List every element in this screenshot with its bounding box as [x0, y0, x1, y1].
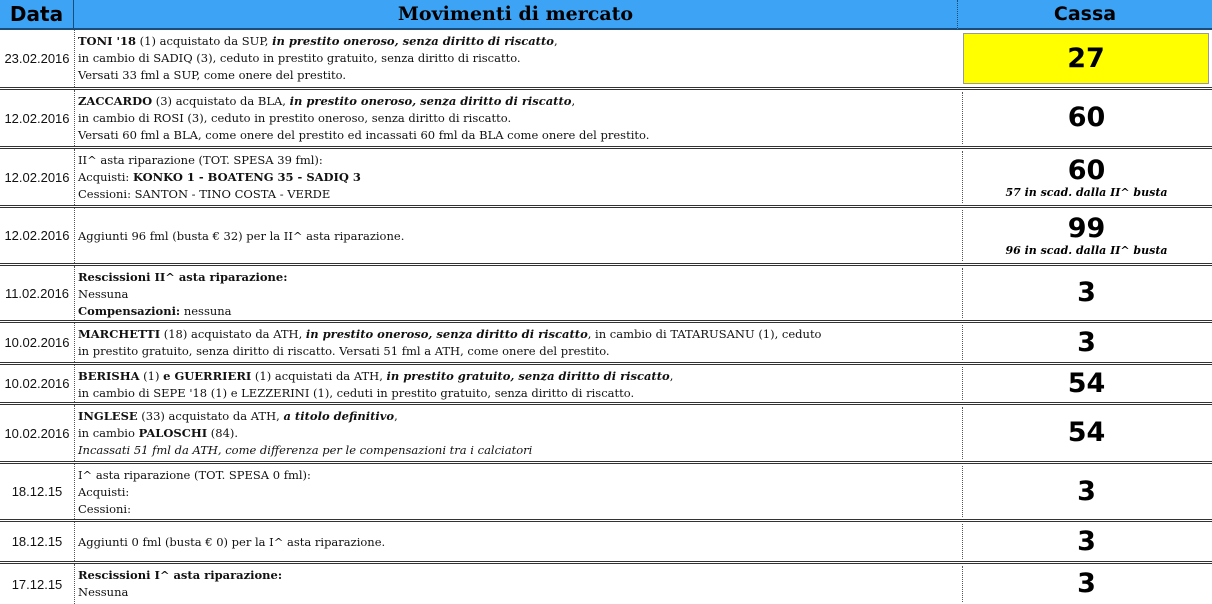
header-date[interactable]: Data	[0, 0, 74, 30]
movement-text: , in cambio di TATARUSANU (1), ceduto	[587, 327, 822, 341]
movement-line: Cessioni:	[78, 502, 131, 516]
movement-heading: Rescissioni I^ asta riparazione:	[78, 568, 283, 582]
date-cell[interactable]: 18.12.15	[0, 522, 75, 561]
movement-text: (84).	[207, 426, 239, 440]
movement-cell[interactable]	[78, 567, 954, 601]
date-cell[interactable]: 12.02.2016	[0, 208, 75, 263]
movement-cell[interactable]	[78, 534, 954, 551]
cash-value: 99	[1067, 213, 1106, 244]
cash-value: 60	[1067, 102, 1106, 133]
date-cell[interactable]: 12.02.2016	[0, 90, 75, 146]
cash-value: 3	[1077, 326, 1096, 358]
cash-cell[interactable]	[962, 210, 1210, 261]
movement-text: ,	[553, 34, 558, 48]
cash-cell[interactable]	[962, 268, 1210, 318]
cash-cell[interactable]	[962, 367, 1210, 400]
movement-line: in cambio di SADIQ (3), ceduto in prestito gratuito, senza diritto di riscatto.	[78, 51, 521, 65]
movement-label: Compensazioni:	[78, 304, 181, 318]
date-cell[interactable]: 10.02.2016	[0, 405, 75, 461]
movement-text: nessuna	[180, 304, 232, 318]
cash-value: 54	[1067, 417, 1106, 448]
acquisitions-list: KONKO 1 - BOATENG 35 - SADIQ 3	[132, 170, 361, 184]
cash-cell[interactable]	[962, 466, 1210, 517]
movement-label: Acquisti:	[78, 170, 133, 184]
cash-cell[interactable]	[963, 33, 1209, 84]
table-row[interactable]	[0, 564, 1212, 604]
date-cell[interactable]: 12.02.2016	[0, 149, 75, 205]
date-cell[interactable]: 10.02.2016	[0, 323, 75, 362]
movement-line: II^ asta riparazione (TOT. SPESA 39 fml):	[78, 153, 323, 167]
player-name: TONI '18	[78, 34, 136, 48]
movement-cell[interactable]	[78, 152, 954, 203]
date-cell[interactable]: 17.12.15	[0, 564, 75, 604]
movement-line: Nessuna	[78, 287, 129, 301]
player-name: ZACCARDO	[78, 94, 153, 108]
movement-line: in prestito gratuito, senza diritto di riscatto. Versati 51 fml a ATH, come onere del prestito.	[78, 344, 610, 358]
header-movements[interactable]: Movimenti di mercato	[74, 0, 958, 30]
cash-cell[interactable]	[962, 407, 1210, 459]
date-cell[interactable]: 18.12.15	[0, 464, 75, 519]
player-name: BERISHA	[78, 369, 140, 383]
movement-heading: Rescissioni II^ asta riparazione:	[78, 270, 288, 284]
movement-line: Incassati 51 fml da ATH, come differenza per le compensazioni tra i calciatori	[78, 443, 533, 457]
player-name: e GUERRIERI	[163, 369, 252, 383]
cash-cell[interactable]	[962, 151, 1210, 203]
movement-line: Versati 60 fml a BLA, come onere del prestito ed incassati 60 fml da BLA come onere del prestito.	[78, 128, 650, 142]
movement-cell[interactable]	[78, 33, 954, 84]
table-row[interactable]	[0, 208, 1212, 266]
cash-cell[interactable]	[962, 92, 1210, 144]
table-row[interactable]	[0, 522, 1212, 564]
movement-text: in cambio	[78, 426, 139, 440]
movement-text: (1) acquistati da ATH,	[251, 369, 387, 383]
cash-value: 60	[1067, 154, 1106, 186]
movement-text: ,	[669, 369, 674, 383]
header-cash[interactable]: Cassa	[958, 0, 1212, 30]
movement-cell[interactable]	[78, 93, 954, 144]
table-row[interactable]	[0, 323, 1212, 365]
cash-value: 3	[1077, 475, 1096, 507]
table-row[interactable]	[0, 405, 1212, 464]
movement-line: Cessioni: SANTON - TINO COSTA - VERDE	[78, 187, 331, 201]
cash-value: 3	[1077, 525, 1096, 557]
movement-line: Nessuna	[78, 585, 129, 599]
movement-text: (3) acquistato da BLA,	[152, 94, 290, 108]
cash-value: 3	[1077, 568, 1096, 599]
table-row[interactable]	[0, 365, 1212, 405]
movement-line: Acquisti:	[78, 485, 130, 499]
player-name: PALOSCHI	[138, 426, 208, 440]
movement-terms: in prestito oneroso, senza diritto di riscatto	[272, 34, 554, 48]
cash-value: 27	[1067, 42, 1105, 74]
movement-line: Versati 33 fml a SUP, come onere del prestito.	[78, 68, 347, 82]
movement-line: in cambio di SEPE '18 (1) e LEZZERINI (1), ceduti in prestito gratuito, senza diritto di riscatto.	[78, 386, 635, 400]
movement-line: in cambio di ROSI (3), ceduto in prestito oneroso, senza diritto di riscatto.	[78, 111, 512, 125]
table-row[interactable]	[0, 464, 1212, 522]
movement-cell[interactable]	[78, 326, 954, 360]
table-row[interactable]	[0, 266, 1212, 323]
table-row[interactable]	[0, 149, 1212, 208]
movement-cell[interactable]	[78, 408, 954, 459]
table-row[interactable]	[0, 90, 1212, 149]
cash-cell[interactable]	[962, 325, 1210, 360]
cash-cell[interactable]	[962, 566, 1210, 602]
movement-cell[interactable]	[78, 368, 954, 402]
cash-note: 96 in scad. dalla II^ busta	[1005, 244, 1168, 257]
cash-cell[interactable]	[962, 524, 1210, 559]
movement-text: ,	[394, 409, 398, 423]
movement-text: (33) acquistato da ATH,	[137, 409, 284, 423]
movement-terms: in prestito oneroso, senza diritto di riscatto	[289, 94, 572, 108]
table-row[interactable]	[0, 30, 1212, 90]
date-cell[interactable]: 10.02.2016	[0, 365, 75, 402]
movement-cell[interactable]	[78, 467, 954, 518]
cash-value: 3	[1077, 277, 1096, 308]
movement-text: (18) acquistato da ATH,	[160, 327, 306, 341]
movement-text: (1)	[139, 369, 164, 383]
cash-value: 54	[1067, 367, 1106, 399]
movement-terms: in prestito oneroso, senza diritto di riscatto	[305, 327, 588, 341]
movement-text: ,	[571, 94, 576, 108]
movement-terms: in prestito gratuito, senza diritto di riscatto	[386, 369, 670, 383]
movement-line: I^ asta riparazione (TOT. SPESA 0 fml):	[78, 468, 311, 482]
movement-line: Aggiunti 96 fml (busta € 32) per la II^ asta riparazione.	[78, 229, 405, 243]
date-cell[interactable]: 23.02.2016	[0, 30, 75, 87]
player-name: INGLESE	[78, 409, 138, 423]
movement-text: (1) acquistato da SUP,	[136, 34, 273, 48]
movement-cell[interactable]	[78, 269, 954, 320]
player-name: MARCHETTI	[78, 327, 161, 341]
movement-line: Aggiunti 0 fml (busta € 0) per la I^ asta riparazione.	[78, 535, 386, 549]
movement-cell[interactable]	[78, 228, 954, 245]
cash-note: 57 in scad. dalla II^ busta	[1005, 185, 1168, 199]
movement-terms: a titolo definitivo	[283, 409, 395, 423]
date-cell[interactable]: 11.02.2016	[0, 266, 75, 320]
